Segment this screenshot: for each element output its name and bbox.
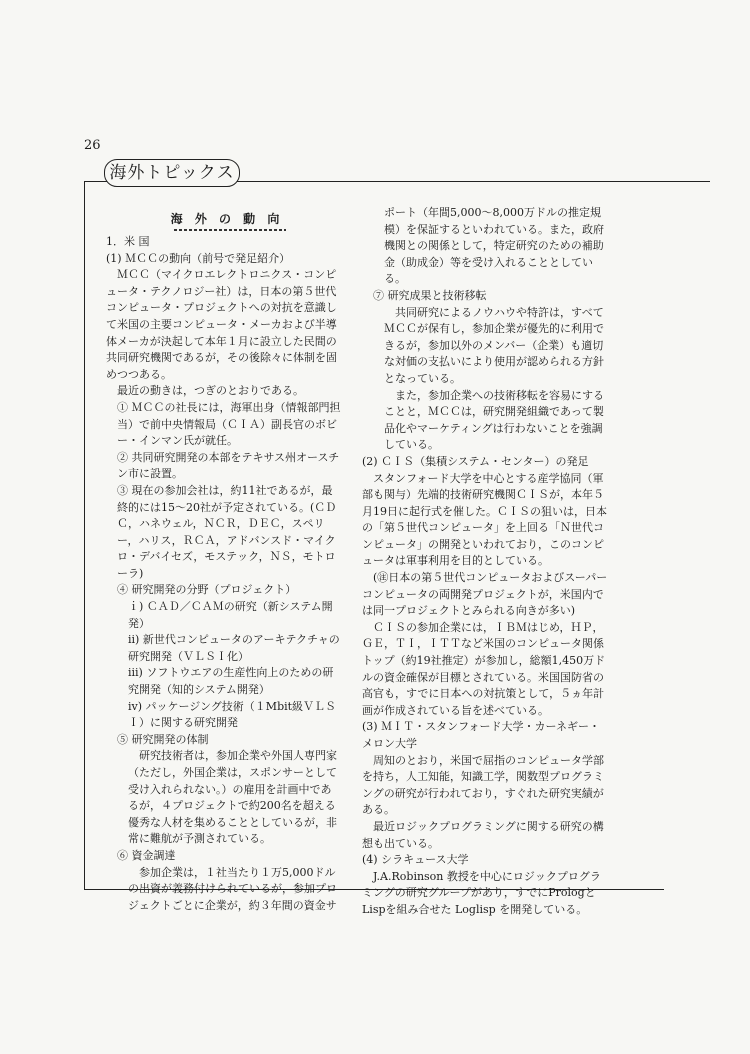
paragraph: ポート（年間5,000～8,000万ドルの推定規模）を保証するといわれている。また，政府機関との関係として，特定研究のための補助金（助成金）等を受け入れることとしている。 [384, 206, 604, 286]
paragraph: 最近の動きは，つぎのとおりである。 [117, 384, 304, 398]
paragraph: 参加企業は，１社当たり１万5,000ドルの出資が義務付けられているが，参加プロジェクトごとに企業が，約３年間の資金サ [128, 865, 337, 912]
section-label: 海外トピックス [104, 159, 240, 187]
paragraph: ④ 研究開発の分野（プロジェクト） [117, 583, 297, 597]
paragraph: ③ 現在の参加会社は，約11社であるが，最終的には15～20社が予定されている。(ＣＤＣ，ハネウェル，ＮＣＲ，ＤＥＣ，スペリー，ハリス，ＲＣＡ，アドバンスド・マイクロ・デバイセズ，モステック，ＮＳ，モトローラ) [117, 483, 337, 580]
paragraph: ⅲ) ソフトウエアの生産性向上のための研究開発（知的システム開発） [128, 666, 334, 697]
paragraph: 1．米 国 [106, 235, 150, 248]
paragraph: また，参加企業への技術移転を容易にすることと，ＭＣＣは，研究開発組織であって製品化やマーケティングは行わないことを強調している。 [384, 388, 604, 452]
paragraph: ＭＣＣ（マイクロエレクトロニクス・コンピュータ・テクノロジー社）は，日本の第５世代コンピュータ・プロジェクトへの対抗を意識して米国の主要コンピュータ・メーカおよび半導体メーカが決起して本年１月に設立した民間の共同研究機関であるが，その後除々に体制を固めつつある。 [106, 268, 337, 381]
paragraph: ⑥ 資金調達 [117, 848, 176, 862]
paragraph: ① ＭＣＣの社長には，海軍出身（情報部門担当）で前中央情報局（ＣＩＡ）副長官のボビー・インマン氏が就任。 [117, 400, 341, 448]
paragraph: ⑦ 研究成果と技術移転 [373, 288, 487, 302]
paragraph: ⑤ 研究開発の体制 [117, 732, 209, 746]
paragraph: (3) ＭＩＴ・スタンフォード大学・カーネギー・メロン大学 [362, 720, 600, 750]
page-number: 26 [84, 138, 101, 153]
column-heading: 海 外 の 動 向 [170, 212, 284, 226]
left-column [106, 234, 342, 914]
paragraph: 最近ロジックプログラミングに関する研究の構想も出ている。 [362, 819, 604, 850]
paragraph: スタンフォード大学を中心とする産学協同（軍部も関与）先端的技術研究機関ＣＩＳが，本年５月19日に起行式を催した。ＣＩＳの狙いは，日本の「第５世代コンピュータ」を上回る「Ｎ世代コンピュータ」の開発といわれており，このコンピュータは軍事利用を目的としている。 [362, 471, 607, 568]
paragraph: ⅳ) パッケージング技術（１Mbit級ＶＬＳＩ）に関する研究開発 [128, 699, 337, 730]
paragraph: ⅱ) 新世代コンピュータのアーキテクチャの研究開発（ＶＬＳＩ化） [128, 633, 340, 663]
paragraph: 研究技術者は，参加企業や外国人専門家（ただし，外国企業は，スポンサーとして受け入れられない。）の雇用を計画中であるが，４プロジェクトで約200名を超える優秀な人材を集めることとしているが，非常に難航が予測されている。 [128, 749, 337, 846]
paragraph: (4) シラキュース大学 [362, 853, 469, 867]
column-heading-underline [174, 229, 286, 231]
frame-left-rule [84, 181, 85, 889]
paragraph: ＣＩＳの参加企業には，ＩＢＭはじめ，ＨＰ，ＧＥ，ＴＩ，ＩＴＴなど米国のコンピュータ関係トップ（約19社推定）が参加し，総額1,450万ドルの資金確保が目標とされている。米国国防省の高官も，すでに日本への対抗策として，５ヵ年計画が作成されている旨を述べている。 [362, 620, 606, 717]
paragraph: ｉ) ＣＡＤ／ＣＡＭの研究（新システム開発） [128, 600, 333, 630]
paragraph: 周知のとおり，米国で屈指のコンピュータ学部を持ち，人工知能，知識工学，関数型プログラミングの研究が行われており，すぐれた研究実績がある。 [362, 753, 604, 817]
paragraph: (1) ＭＣＣの動向（前号で発足紹介） [106, 251, 291, 265]
paragraph: J.A.Robinson 教授を中心にロジックプログラミングの研究グループがあり，すでにPrologとLispを組み合せた Loglisp を開発している。 [362, 869, 601, 916]
right-column [362, 205, 608, 919]
paragraph: (2) ＣＩＳ（集積システム・センター）の発足 [362, 454, 589, 468]
paragraph: 共同研究によるノウハウや特許は，すべてＭＣＣが保有し，参加企業が優先的に利用できるが，参加以外のメンバー（企業）も適切な対価の支払いにより使用が認められる方針となっている。 [384, 305, 604, 385]
paragraph: ② 共同研究開発の本部をテキサス州オースチン市に設置。 [117, 450, 340, 481]
paragraph: (㊟日本の第５世代コンピュータおよびスーパーコンピュータの両開発プロジェクトが，米国内では同一プロジェクトとみられる向きが多い) [362, 571, 608, 618]
